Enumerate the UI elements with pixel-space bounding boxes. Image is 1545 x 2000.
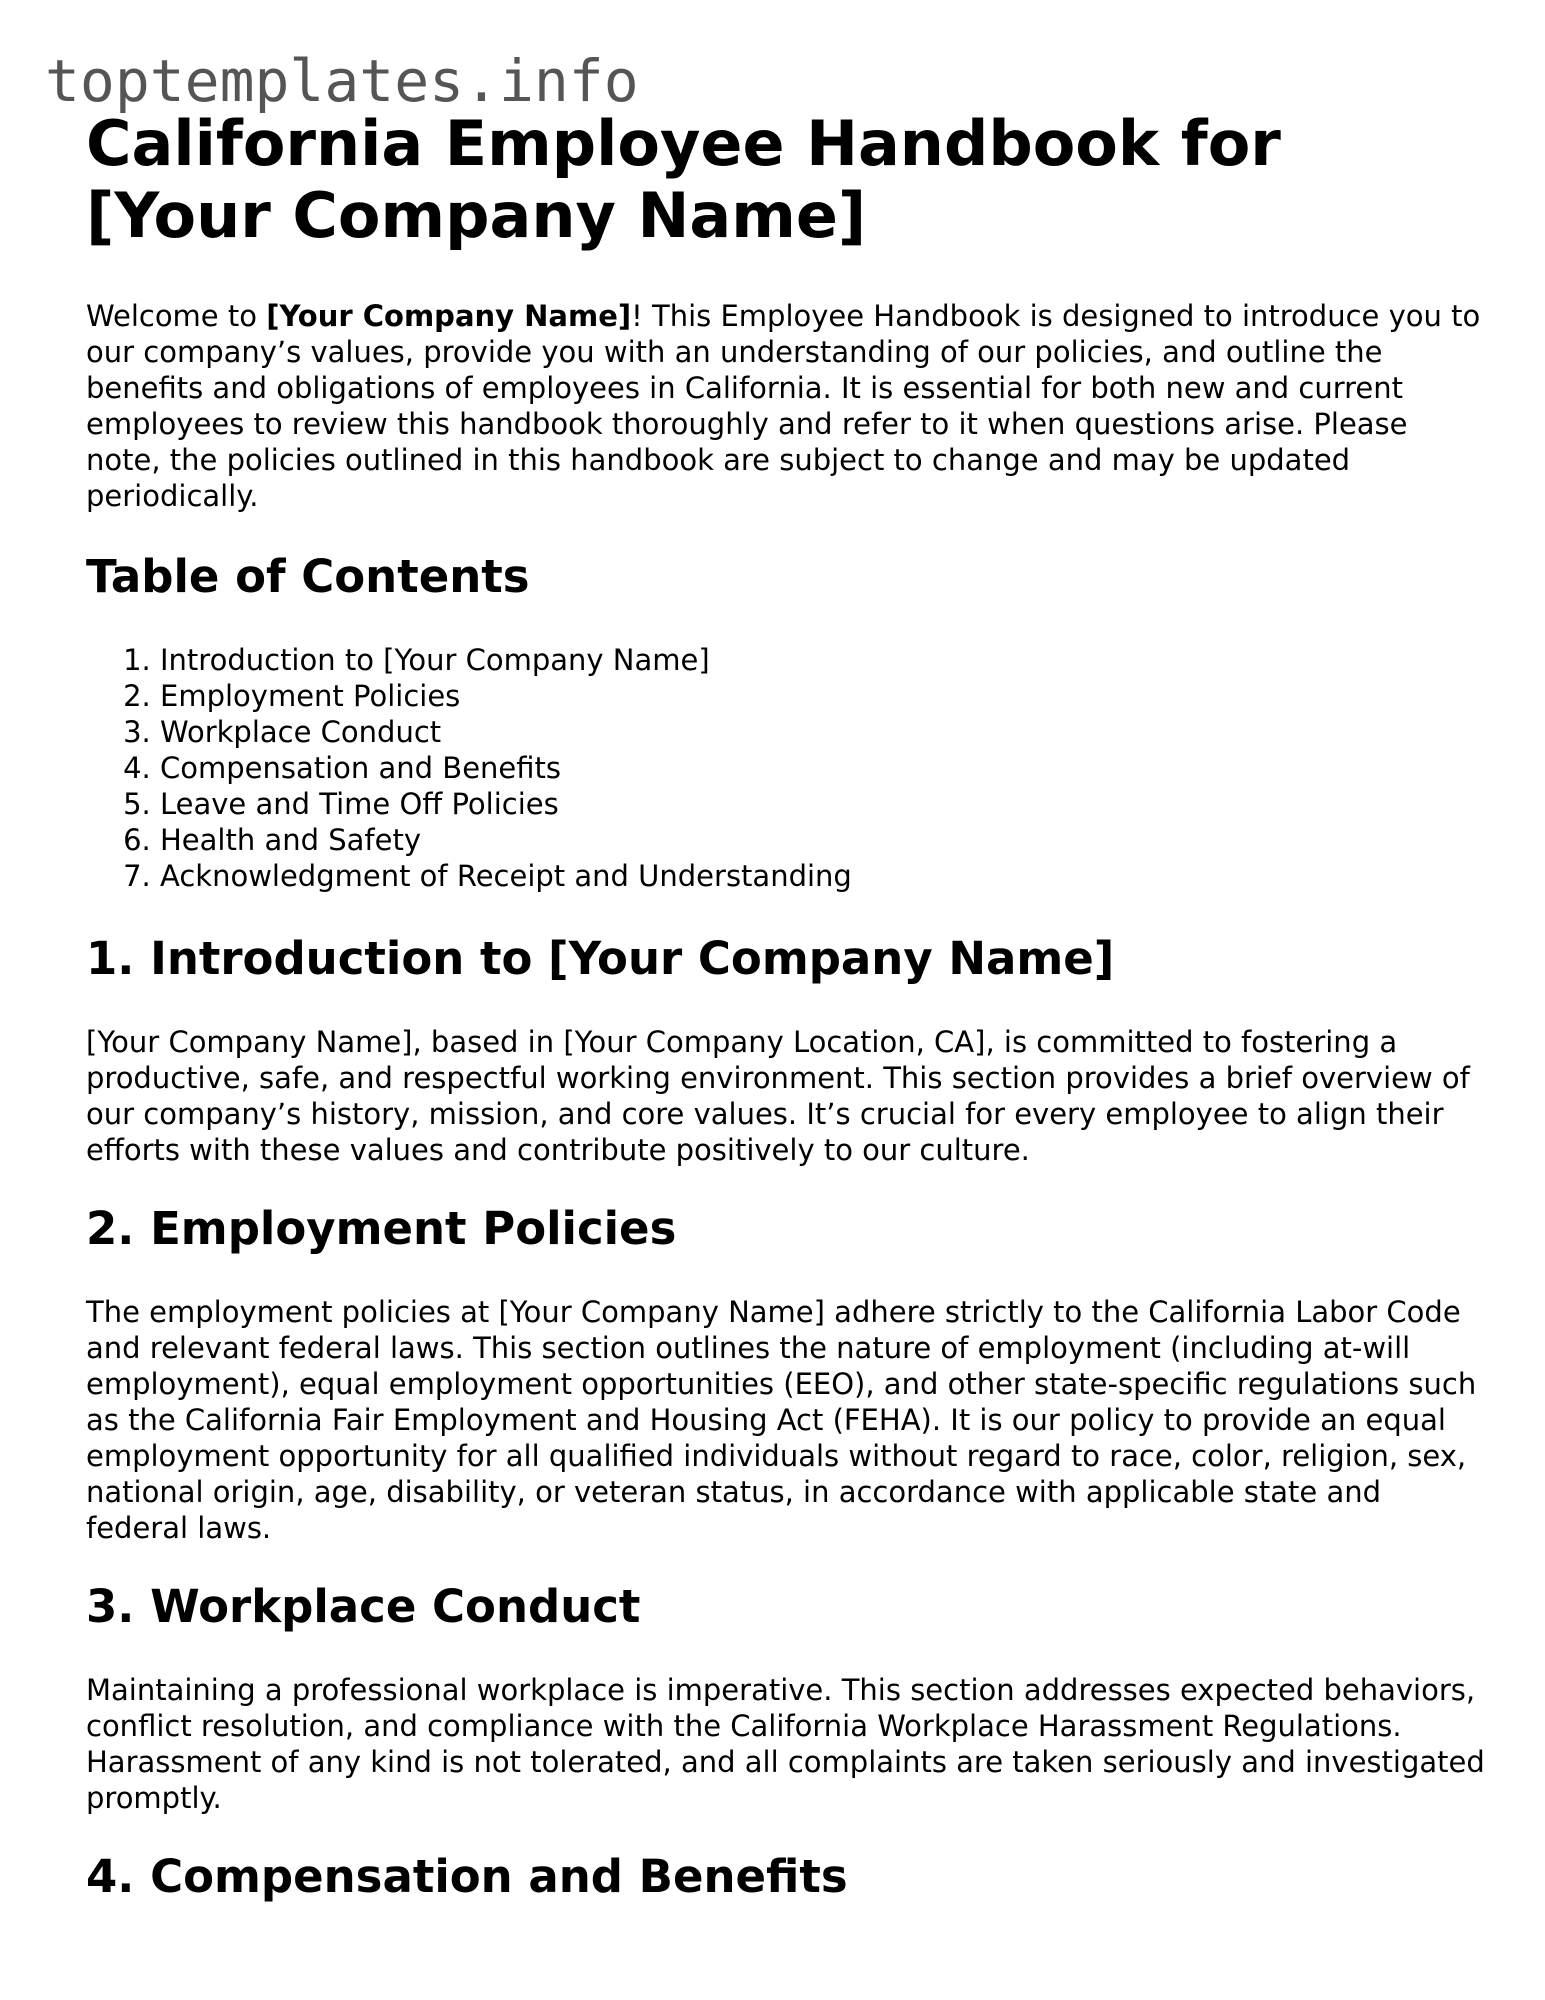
intro-prefix: Welcome to <box>86 299 267 333</box>
watermark: toptemplates.info <box>45 47 639 115</box>
toc-item: 6. Health and Safety <box>160 822 1486 858</box>
section-4-heading: 4. Compensation and Benefits <box>86 1850 848 1903</box>
section-1-heading: 1. Introduction to [Your Company Name] <box>86 932 1115 985</box>
toc-heading: Table of Contents <box>86 550 530 603</box>
section-1-body: [Your Company Name], based in [Your Company Location, CA], is committed to fostering a productive, safe, and respectful working environment. This section provides a brief overview of our company’s history, mission, and core values. It’s crucial for every employee to align their efforts with these values and contribute positively to our culture. <box>86 1025 1470 1167</box>
section-3-heading: 3. Workplace Conduct <box>86 1580 641 1633</box>
section-2-body: The employment policies at [Your Company Name] adhere strictly to the California Labor Code and relevant federal laws. This section outlines the nature of employment (including at-will employment), equal employment opportunities (EEO), and other state-specific regulations such as the California Fair Employment and Housing Act (FEHA). It is our policy to provide an equal employment opportunity for all qualified individuals without regard to race, color, religion, sex, national origin, age, disability, or veteran status, in accordance with applicable state and federal laws. <box>86 1295 1477 1545</box>
toc-list <box>86 642 1486 894</box>
toc-item: 7. Acknowledgment of Receipt and Understanding <box>160 858 1486 894</box>
toc-item: 2. Employment Policies <box>160 678 1486 714</box>
toc-item: 5. Leave and Time Off Policies <box>160 786 1486 822</box>
toc-item: 1. Introduction to [Your Company Name] <box>160 642 1486 678</box>
section-2-heading: 2. Employment Policies <box>86 1202 677 1255</box>
toc-item: 3. Workplace Conduct <box>160 714 1486 750</box>
document-page <box>86 108 1486 1904</box>
intro-rest: ! This Employee Handbook is designed to introduce you to our company’s values, provide you with an understanding of our policies, and outline the benefits and obligations of employees in California. It is essential for both new and current employees to review this handbook thoroughly and refer to it when questions arise. Please note, the policies outlined in this handbook are subject to change and may be updated periodically. <box>86 299 1481 513</box>
document-title: California Employee Handbook for [Your Company Name] <box>86 107 1281 252</box>
intro-company-name: [Your Company Name] <box>266 299 632 333</box>
section-3-body: Maintaining a professional workplace is imperative. This section addresses expected behaviors, conflict resolution, and compliance with the California Workplace Harassment Regulations. Harassment of any kind is not tolerated, and all complaints are taken seriously and investigated promptly. <box>86 1673 1485 1815</box>
intro-paragraph <box>86 298 1486 514</box>
toc-item: 4. Compensation and Benefits <box>160 750 1486 786</box>
